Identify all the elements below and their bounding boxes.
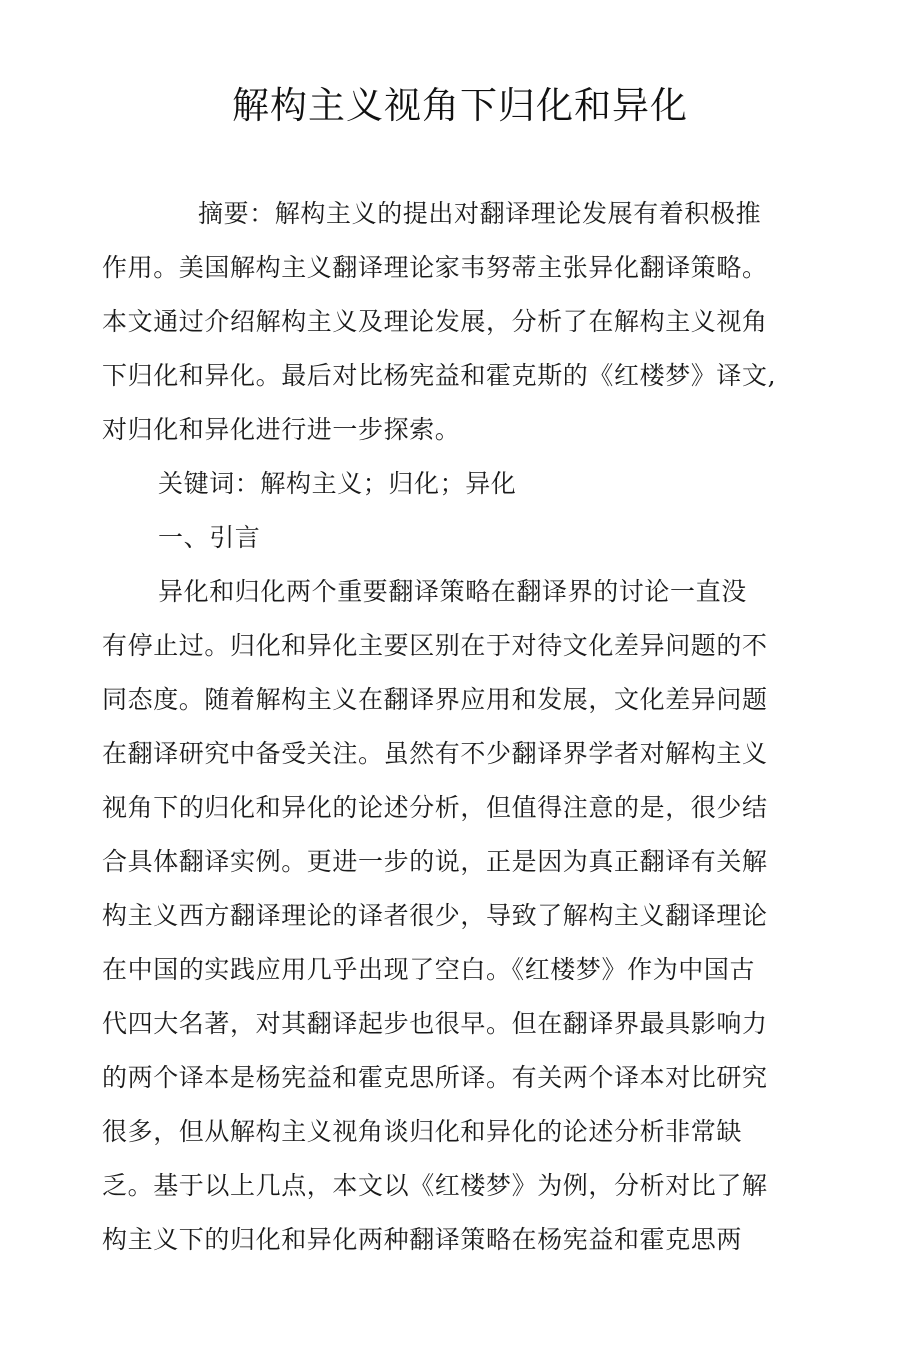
keywords-line: 关键词：解构主义；归化；异化 <box>158 469 517 498</box>
body-line-10: 的两个译本是杨宪益和霍克思所译。有关两个译本对比研究 <box>102 1063 768 1092</box>
body-line-13: 构主义下的归化和异化两种翻译策略在杨宪益和霍克思两 <box>102 1225 743 1254</box>
body-line-9: 代四大名著，对其翻译起步也很早。但在翻译界最具影响力 <box>102 1009 768 1038</box>
abstract-line-3: 本文通过介绍解构主义及理论发展，分析了在解构主义视角 <box>102 307 768 336</box>
body-line-11: 很多，但从解构主义视角谈归化和异化的论述分析非常缺 <box>102 1117 743 1146</box>
body-line-7: 构主义西方翻译理论的译者很少，导致了解构主义翻译理论 <box>102 901 768 930</box>
abstract-line-1: 摘要：解构主义的提出对翻译理论发展有着积极推 <box>198 199 762 228</box>
body-line-2: 有停止过。归化和异化主要区别在于对待文化差异问题的不 <box>102 631 768 660</box>
abstract-line-4: 下归化和异化。最后对比杨宪益和霍克斯的《红楼梦》译文, <box>102 361 777 390</box>
body-line-1: 异化和归化两个重要翻译策略在翻译界的讨论一直没 <box>158 577 747 606</box>
body-line-6: 合具体翻译实例。更进一步的说，正是因为真正翻译有关解 <box>102 847 768 876</box>
document-title: 解构主义视角下归化和异化 <box>232 84 688 127</box>
body-line-4: 在翻译研究中备受关注。虽然有不少翻译界学者对解构主义 <box>102 739 768 768</box>
abstract-line-5: 对归化和异化进行进一步探索。 <box>102 415 461 444</box>
body-line-12: 乏。基于以上几点，本文以《红楼梦》为例，分析对比了解 <box>102 1171 768 1200</box>
abstract-line-2: 作用。美国解构主义翻译理论家韦努蒂主张异化翻译策略。 <box>102 253 768 282</box>
body-line-5: 视角下的归化和异化的论述分析，但值得注意的是，很少结 <box>102 793 768 822</box>
body-line-3: 同态度。随着解构主义在翻译界应用和发展，文化差异问题 <box>102 685 768 714</box>
body-line-8: 在中国的实践应用几乎出现了空白。《红楼梦》作为中国古 <box>102 955 756 984</box>
section-heading-intro: 一、引言 <box>158 523 261 552</box>
